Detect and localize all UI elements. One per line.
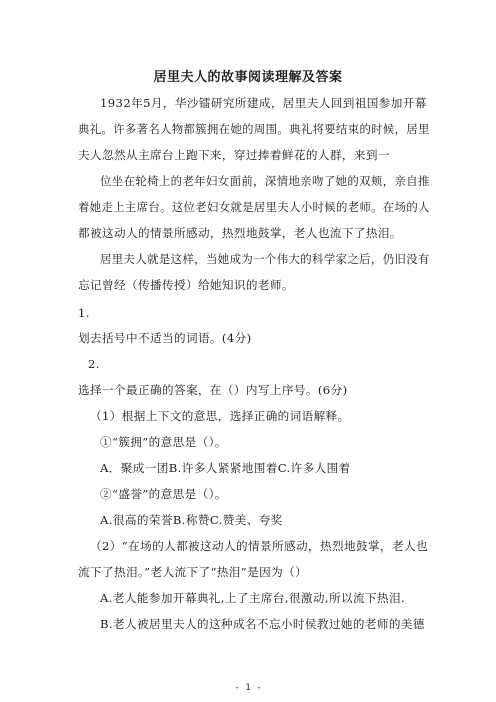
passage-line: 都被这动人的情景所感动，热烈地鼓掌，老人也流下了热泪。 [78, 226, 402, 240]
passage-line: 着她走上主席台。这位老妇女就是居里夫人小时候的老师。在场的人 [78, 200, 430, 214]
sub-question: ②“盛誉”的意思是（）。 [100, 487, 227, 501]
sub-question: （1）根据上下文的意思，选择正确的词语解释。 [90, 409, 350, 423]
passage-line: 位坐在轮椅上的老年妇女面前，深情地亲吻了她的双颊，亲自推 [100, 174, 430, 188]
question-text: 划去括号中不适当的词语。(4分) [78, 331, 252, 345]
answer-options: A.很高的荣誉B.称赞C.赞美、夸奖 [100, 513, 283, 527]
question-number: 2. [88, 357, 100, 371]
question-number: 1. [78, 306, 90, 320]
page-number: - 1 - [234, 683, 262, 693]
sub-question: （2）“在场的人都被这动人的情景所感动，热烈地鼓掌，老人也 [90, 539, 428, 553]
passage-line: 忘记曾经（传播传授）给她知识的老师。 [78, 278, 294, 292]
passage-line: 1932年5月，华沙镭研究所建成，居里夫人回到祖国参加开幕 [100, 96, 427, 110]
sub-question: 流下了热泪。”老人流下了“热泪”是因为（） [78, 565, 308, 579]
passage-line: 典礼。许多著名人物都簇拥在她的周围。典礼将要结束的时候，居里 [78, 122, 430, 136]
answer-option: A.老人能参加开幕典礼,上了主席台,很激动,所以流下热泪. [100, 591, 406, 605]
page-title: 居里夫人的故事阅读理解及答案 [153, 70, 343, 85]
passage-line: 夫人忽然从主席台上跑下来，穿过捧着鲜花的人群，来到一 [78, 148, 390, 162]
passage-line: 居里夫人就是这样，当她成为一个伟大的科学家之后，仍旧没有 [100, 252, 430, 266]
answer-options: A．聚成一团B.许多人紧紧地围着C.许多人围着 [100, 461, 351, 475]
answer-option: B.老人被居里夫人的这种成名不忘小时侯教过她的老师的美德 [100, 617, 425, 631]
question-text: 选择一个最正确的答案，在（）内写上序号。(6分) [78, 383, 348, 397]
sub-question: ①“簇拥”的意思是（）。 [100, 435, 227, 449]
